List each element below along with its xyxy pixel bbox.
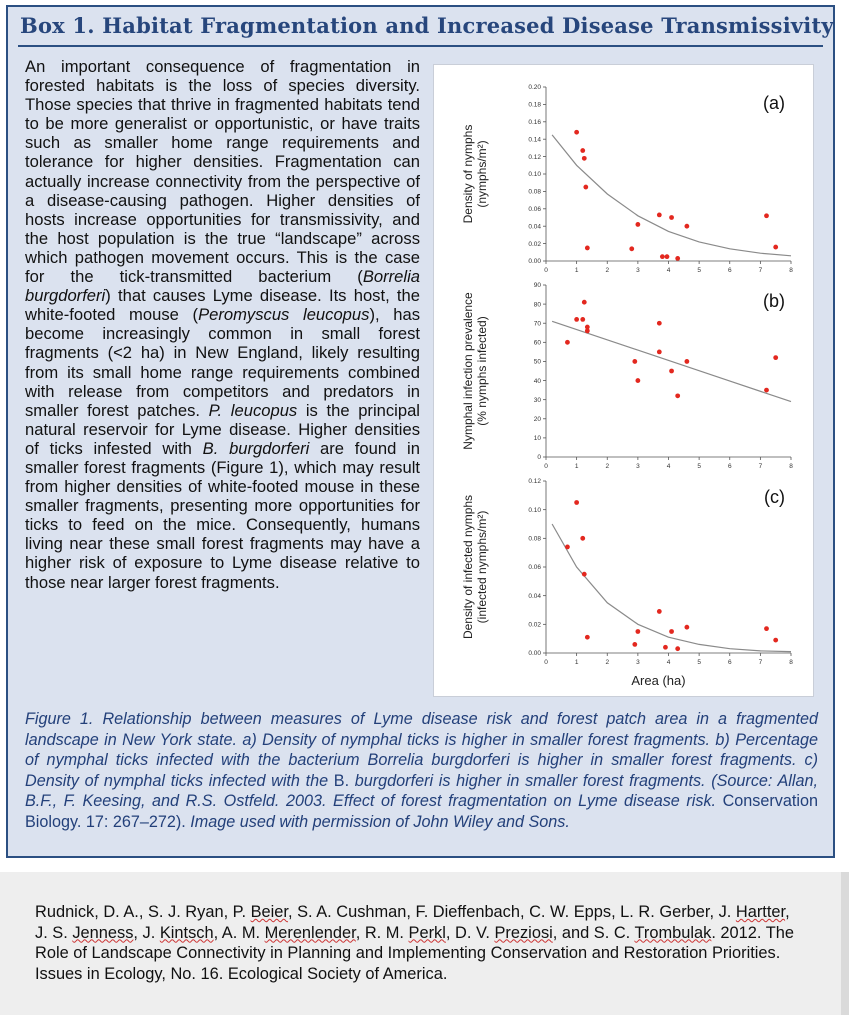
citation-text-run: . 2012. The Role of Landscape Connectivity in Planning and Implementing Conservation and Restoration Priorities. Issues in Ecology, No. 16. Ecological Society of America. [35,923,794,983]
panel-label: (b) [763,291,785,311]
y-axis-label: Density of infected nymphs [461,494,475,640]
body-text-run: ), has become increasingly common in small forest fragments (<2 ha) in New England, likely resulting from its small home range requirements combined with release from competitors and predators in smaller forest patches. [25,305,420,420]
chart-panel-c [461,478,793,688]
data-point [582,156,587,161]
data-point [635,378,640,383]
data-point [660,254,665,259]
x-tick-label: 4 [666,463,671,470]
y-axis-label: (nymphs/m²) [475,140,489,208]
citation-text-run: , R. M. [355,923,409,942]
data-point [684,625,689,630]
body-text-run: is the principal natural reservoir for Lyme disease. Higher densities of ticks infested with [25,400,420,458]
x-tick-label: 2 [605,463,610,470]
box-title: Box 1. Habitat Fragmentation and Increased Disease Transmissivity [20,13,834,38]
x-tick-label: 1 [574,463,579,470]
data-point [582,300,587,305]
data-point [629,246,634,251]
citation-text-run: , J. [133,923,160,942]
body-italic-text: P. leucopus [208,400,298,420]
data-point [657,349,662,354]
data-point [657,212,662,217]
data-point [684,359,689,364]
x-axis-label: Area (ha) [631,673,686,688]
panel-label: (c) [764,487,785,507]
citation-author-name: Merenlender [264,923,356,942]
chart-panel-b [461,282,793,470]
y-tick-label: 0.12 [528,478,541,486]
citation-text-run: , and S. C. [552,923,635,942]
caption-text-run: B. [333,771,350,790]
y-tick-label: 0.04 [528,592,541,600]
citation-author-name: Trombulak [634,923,712,942]
data-point [583,185,588,190]
x-tick-label: 8 [789,463,793,470]
data-point [585,635,590,640]
caption-text-run: Conservation Biology. 17: 267–272). [25,792,818,831]
y-tick-label: 0.10 [528,506,541,514]
body-text [25,57,420,592]
x-tick-label: 7 [758,463,763,470]
title-rule [18,45,823,47]
x-tick-label: 0 [544,659,548,666]
y-axis-label: (% nymphs infected) [475,316,489,426]
body-italic-text: B. burgdorferi [202,438,310,458]
figure-1 [433,64,814,697]
chart-panel-a [461,84,793,274]
data-point [669,215,674,220]
trend-line [552,321,791,401]
y-tick-label: 0.06 [528,206,541,213]
x-tick-label: 6 [727,267,732,274]
x-tick-label: 1 [574,659,579,666]
data-point [657,321,662,326]
data-point [669,369,674,374]
y-tick-label: 70 [533,320,541,328]
x-tick-label: 3 [636,463,640,470]
y-tick-label: 0.08 [528,535,541,543]
y-tick-label: 0.00 [528,258,541,266]
y-tick-label: 0.16 [528,119,541,126]
data-point [773,355,778,360]
citation-text-run: , J. S. [35,903,790,942]
figure-caption [25,709,818,833]
y-tick-label: 60 [533,339,541,347]
caption-figure-label: Figure 1. [25,710,94,728]
data-point [580,317,585,322]
citation-author-name: Perkl [408,923,446,942]
y-tick-label: 0.02 [528,240,541,248]
y-axis-label: (infected nymphs/m²) [475,510,489,624]
citation-text-run: , A. M. [213,923,265,942]
body-text-run: ) that causes Lyme disease. Its host, the white-footed mouse ( [25,286,420,325]
data-point [684,224,689,229]
x-tick-label: 5 [697,267,701,274]
x-tick-label: 2 [605,659,610,666]
y-tick-label: 0.04 [528,223,541,231]
data-point [582,572,587,577]
y-tick-label: 0.00 [528,650,541,658]
data-point [632,642,637,647]
citation-author-name: Kintsch [159,923,214,942]
x-tick-label: 8 [789,267,793,274]
data-point [580,148,585,153]
y-tick-label: 80 [533,301,541,309]
caption-text-run: Image used with permission of John Wiley and Sons. [185,812,570,831]
data-point [675,393,680,398]
y-axis-label: Density of nymphs [461,124,475,224]
data-point [635,222,640,227]
data-point [764,626,769,631]
data-point [663,645,668,650]
x-tick-label: 6 [727,463,732,470]
x-tick-label: 4 [666,659,671,666]
citation-author-name: Jenness [72,923,134,942]
y-tick-label: 10 [533,435,541,443]
y-tick-label: 0.14 [528,136,541,144]
x-tick-label: 5 [697,659,701,666]
data-point [773,245,778,250]
x-tick-label: 0 [544,267,548,274]
y-tick-label: 30 [533,396,541,404]
y-tick-label: 40 [533,377,541,385]
box-panel [6,5,835,858]
data-point [635,629,640,634]
x-tick-label: 5 [697,463,701,470]
y-tick-label: 0.02 [528,621,541,629]
y-tick-label: 20 [533,415,541,423]
panel-label: (a) [763,93,785,113]
y-tick-label: 0.20 [528,84,541,92]
x-tick-label: 8 [789,659,793,666]
data-point [632,359,637,364]
x-tick-label: 0 [544,463,548,470]
citation-text-run: , D. V. [445,923,495,942]
body-paragraph [25,57,420,592]
data-point [580,536,585,541]
body-text-run: are found in smaller forest fragments (Figure 1), which may result from higher densities of white-footed mouse in these smaller fragments, presenting more opportunities for ticks to feed on the mice. Consequently, humans living near these small forest fragments may have a higher risk of exposure to Lyme disease relative to those near larger forest fragments. [25,438,420,592]
y-axis-label: Nymphal infection prevalence [461,292,475,450]
data-point [585,246,590,251]
x-tick-label: 7 [758,267,763,274]
y-tick-label: 0.06 [528,564,541,572]
data-point [773,638,778,643]
data-point [665,254,670,259]
body-text-run: An important consequence of fragmentation in forested habitats is the loss of species diversity. Those species that thrive in fragmented habitats tend to be more generalist or opportunistic, or have traits such as smaller home range requirements and tolerance for higher densities. Fragmentation can actually increase connectivity from the perspective of a disease-causing pathogen. Higher densities of hosts increase opportunities for transmissivity, and the host population is the true “landscape” across which pathogen movement occurs. This is the case for the tick-transmitted bacterium ( [25,57,420,287]
x-tick-label: 3 [636,659,640,666]
x-tick-label: 6 [727,659,732,666]
citation-author-name: Hartter [735,903,786,921]
y-tick-label: 50 [533,358,541,366]
data-point [565,545,570,550]
data-point [574,500,579,505]
x-tick-label: 4 [666,267,671,274]
citation-text-run: Rudnick, D. A., S. J. Ryan, P. [35,903,251,921]
data-point [675,256,680,261]
y-tick-label: 0 [537,454,541,462]
y-tick-label: 0.10 [528,171,541,179]
x-tick-label: 7 [758,659,763,666]
data-point [657,609,662,614]
data-point [585,325,590,330]
trend-line [552,135,791,256]
body-italic-text: Borrelia burgdorferi [25,267,420,306]
y-tick-label: 90 [533,282,541,290]
figure-chart [434,65,813,696]
data-point [764,213,769,218]
caption-text-run: Relationship between measures of Lyme disease risk and forest patch area in a fragmented landscape in New York state. a) Density of nymphal ticks is higher in smaller forest fragments. b) Percentage of nymphal ticks infected with the bacterium Borrelia burgdorferi is higher in smaller forest fragments. c) Density of nymphal ticks infected with the [25,710,818,790]
data-point [764,388,769,393]
data-point [574,317,579,322]
data-point [669,629,674,634]
data-point [565,340,570,345]
x-tick-label: 1 [574,267,579,274]
x-tick-label: 2 [605,267,610,274]
data-point [675,646,680,651]
citation-author-name: Preziosi [494,923,553,942]
citation-text [35,902,795,984]
citation-author-name: Beier [250,903,288,921]
caption-text-run: burgdorferi is higher in smaller forest fragments. (Source: Allan, B.F., F. Keesing, and R.S. Ostfeld. 2003. Effect of forest fragmentation on Lyme disease risk. [25,771,818,811]
data-point [574,130,579,135]
x-tick-label: 3 [636,267,640,274]
citation-edge [841,872,849,1015]
y-tick-label: 0.08 [528,188,541,196]
y-tick-label: 0.12 [528,153,541,161]
citation-text-run: , S. A. Cushman, F. Dieffenbach, C. W. Epps, L. R. Gerber, J. [287,903,736,921]
body-italic-text: Peromyscus leucopus [198,305,370,325]
y-tick-label: 0.18 [528,101,541,109]
